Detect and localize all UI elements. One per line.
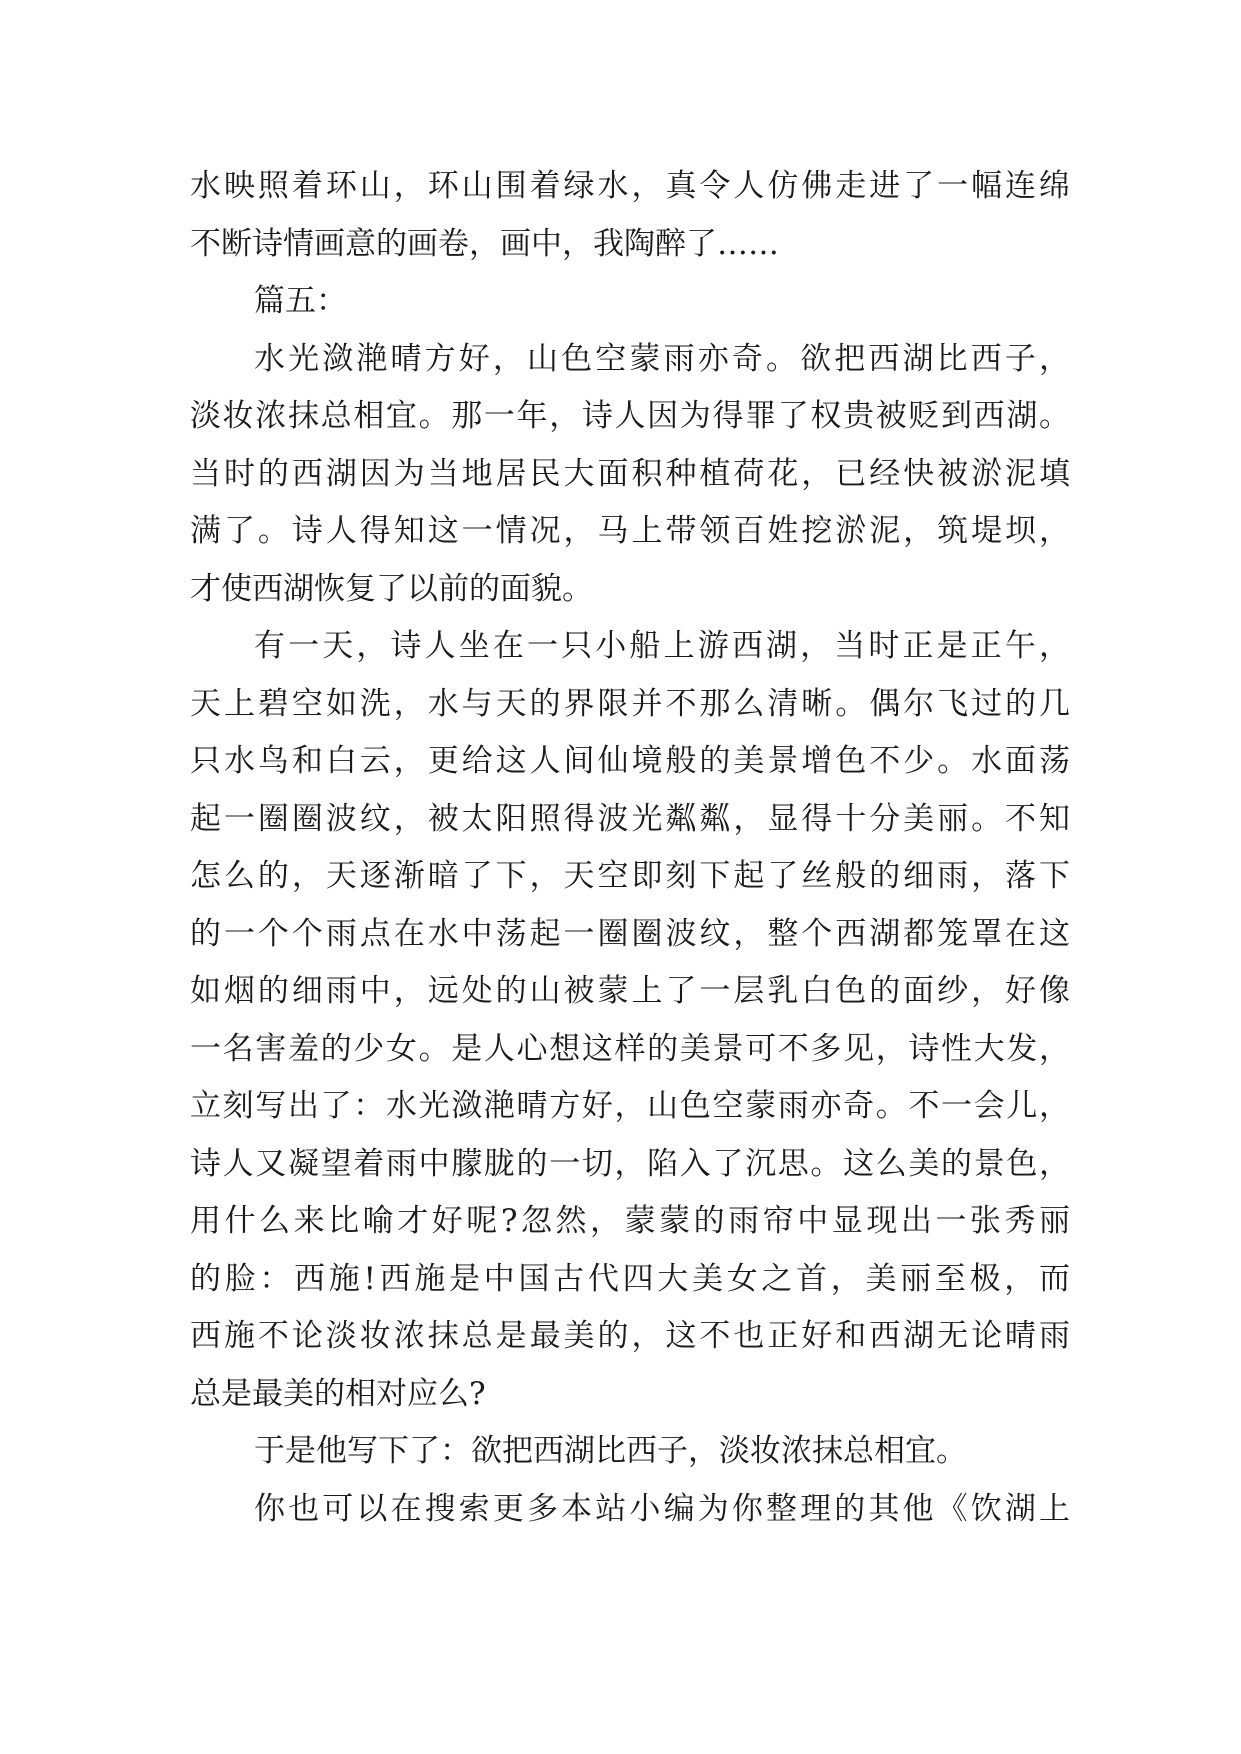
text-line: 立刻写出了：水光潋滟晴方好，山色空蒙雨亦奇。不一会儿， (190, 1088, 1070, 1124)
text-line: 才使西湖恢复了以前的面貌。 (190, 570, 593, 607)
text-line: 如烟的细雨中，远处的山被蒙上了一层乳白色的面纱，好像 (190, 973, 1070, 1009)
text-line: 你也可以在搜索更多本站小编为你整理的其他《饮湖上 (254, 1490, 1070, 1527)
text-line: 怎么的，天逐渐暗了下，天空即刻下起了丝般的细雨，落下 (190, 858, 1070, 894)
text-line: 不断诗情画意的画卷，画中，我陶醉了…… (190, 225, 779, 262)
text-line: 当时的西湖因为当地居民大面积种植荷花，已经快被淤泥填 (190, 455, 1070, 492)
text-line: 总是最美的相对应么? (190, 1375, 486, 1412)
text-line: 用什么来比喻才好呢?忽然，蒙蒙的雨帘中显现出一张秀丽 (190, 1203, 1070, 1239)
text-line: 天上碧空如洗，水与天的界限并不那么清晰。偶尔飞过的几 (190, 685, 1070, 722)
text-line: 的脸：西施!西施是中国古代四大美女之首，美丽至极，而 (190, 1260, 1070, 1297)
text-line: 诗人又凝望着雨中朦胧的一切，陷入了沉思。这么美的景色， (190, 1145, 1070, 1182)
text-line: 水光潋滟晴方好，山色空蒙雨亦奇。欲把西湖比西子， (254, 340, 1070, 377)
text-line: 满了。诗人得知这一情况，马上带领百姓挖淤泥，筑堤坝， (190, 513, 1070, 549)
text-line: 一名害羞的少女。是人心想这样的美景可不多见，诗性大发， (190, 1030, 1070, 1067)
text-line: 的一个个雨点在水中荡起一圈圈波纹，整个西湖都笼罩在这 (190, 915, 1070, 952)
section-heading: 篇五： (254, 283, 347, 319)
text-line: 只水鸟和白云，更给这人间仙境般的美景增色不少。水面荡 (190, 743, 1070, 779)
text-line: 淡妆浓抹总相宜。那一年，诗人因为得罪了权贵被贬到西湖。 (190, 398, 1070, 434)
text-line: 于是他写下了：欲把西湖比西子，淡妆浓抹总相宜。 (254, 1433, 967, 1469)
text-line: 西施不论淡妆浓抹总是最美的，这不也正好和西湖无论晴雨 (190, 1318, 1070, 1354)
text-line: 水映照着环山，环山围着绿水，真令人仿佛走进了一幅连绵 (190, 168, 1070, 204)
text-line: 有一天，诗人坐在一只小船上游西湖，当时正是正午， (254, 628, 1070, 664)
text-line: 起一圈圈波纹，被太阳照得波光粼粼，显得十分美丽。不知 (190, 800, 1070, 837)
body-text (190, 158, 1070, 1538)
